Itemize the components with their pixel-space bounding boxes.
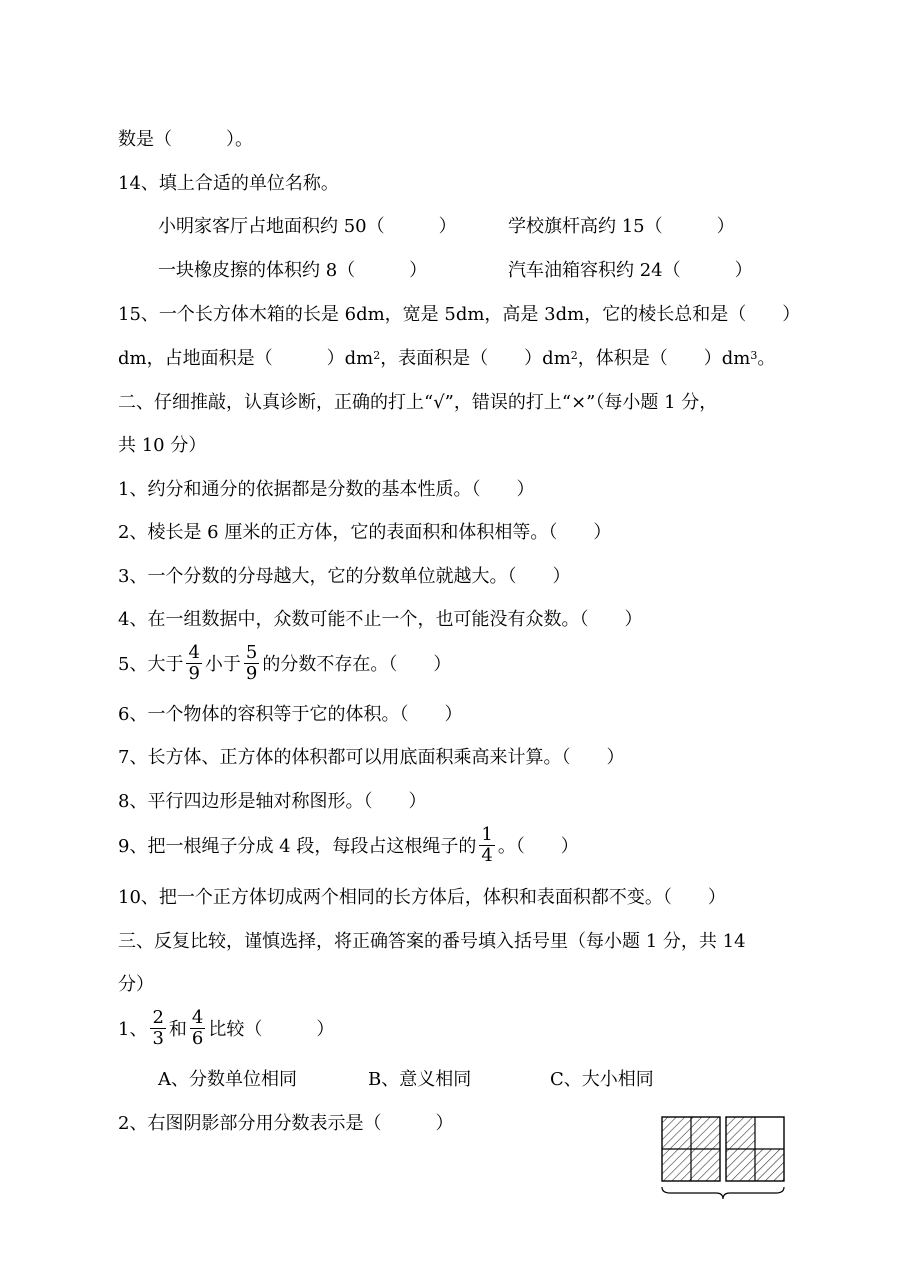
fraction-1-4: $\frac{1}{4}$ — [481, 823, 493, 866]
fraction-5-9: $\frac{5}{9}$ — [245, 641, 258, 684]
section3-heading-cont: 分） — [118, 974, 154, 995]
judge-3: 3、一个分数的分母越大，它的分数单位就越大。（ ） — [118, 566, 571, 587]
section2-heading-cont: 共 10 分） — [118, 435, 207, 456]
shaded-grid-figure — [656, 1103, 814, 1209]
superscript: 3 — [750, 349, 758, 362]
judge-7: 7、长方体、正方体的体积都可以用底面积乘高来计算。（ ） — [118, 747, 625, 768]
q14-item-c: 一块橡皮擦的体积约 8（ ） — [158, 260, 428, 281]
choice-1-option-b: B、意义相同 — [368, 1069, 472, 1090]
q13-continuation: 数是（ ）。 — [118, 129, 253, 150]
section2-heading: 二、仔细推敲，认真诊断，正确的打上“√”，错误的打上“×”（每小题 1 分， — [118, 392, 718, 413]
fraction-4-6: $\frac{4}{6}$ — [191, 1006, 204, 1049]
fraction-4-9: $\frac{4}{9}$ — [188, 641, 200, 684]
choice-1: 1、 $\frac{2}{3}$ 和 $\frac{4}{6}$ 比较（ ） — [118, 1006, 335, 1049]
choice-2: 2、右图阴影部分用分数表示是（ ） — [118, 1113, 454, 1134]
brace — [662, 1187, 784, 1199]
q14-prompt: 14、填上合适的单位名称。 — [118, 173, 339, 194]
judge-4: 4、在一组数据中，众数可能不止一个，也可能没有众数。（ ） — [118, 609, 643, 630]
q14-item-a: 小明家客厅占地面积约 50（ ） — [158, 216, 457, 237]
judge-6: 6、一个物体的容积等于它的体积。（ ） — [118, 704, 463, 725]
choice-1-option-c: C、大小相同 — [550, 1069, 654, 1090]
right-square-shade-bl — [726, 1149, 755, 1181]
judge-5: 5、大于 $\frac{4}{9}$ 小于 $\frac{5}{9}$ 的分数不存在。（ ） — [118, 641, 452, 684]
judge-9: 9、把一根绳子分成 4 段，每段占这根绳子的 $\frac{1}{4}$ 。（ ） — [118, 823, 579, 866]
superscript: 2 — [570, 349, 578, 362]
section3-heading: 三、反复比较，谨慎选择，将正确答案的番号填入括号里（每小题 1 分，共 14 — [118, 931, 746, 952]
judge-2: 2、棱长是 6 厘米的正方体，它的表面积和体积相等。（ ） — [118, 522, 612, 543]
judge-1: 1、约分和通分的依据都是分数的基本性质。（ ） — [118, 479, 535, 500]
right-square-shade-tl — [726, 1117, 755, 1149]
choice-1-option-a: A、分数单位相同 — [158, 1069, 297, 1090]
right-square-shade-br — [755, 1149, 784, 1181]
superscript: 2 — [373, 349, 381, 362]
judge-8: 8、平行四边形是轴对称图形。（ ） — [118, 791, 427, 812]
q14-item-b: 学校旗杆高约 15（ ） — [508, 216, 735, 237]
q15-line1: 15、一个长方体木箱的长是 6dm，宽是 5dm，高是 3dm，它的棱长总和是（ ） — [118, 304, 801, 325]
q14-item-d: 汽车油箱容积约 24（ ） — [508, 260, 753, 281]
judge-10: 10、把一个正方体切成两个相同的长方体后，体积和表面积都不变。（ ） — [118, 887, 726, 908]
shaded-grid-svg — [656, 1103, 814, 1209]
fraction-2-3: $\frac{2}{3}$ — [152, 1006, 164, 1049]
q15-line2: dm，占地面积是（ ）$dm^2$，表面积是（ ）$dm^2$，体积是（ ）$dm^3$。 — [118, 348, 776, 369]
